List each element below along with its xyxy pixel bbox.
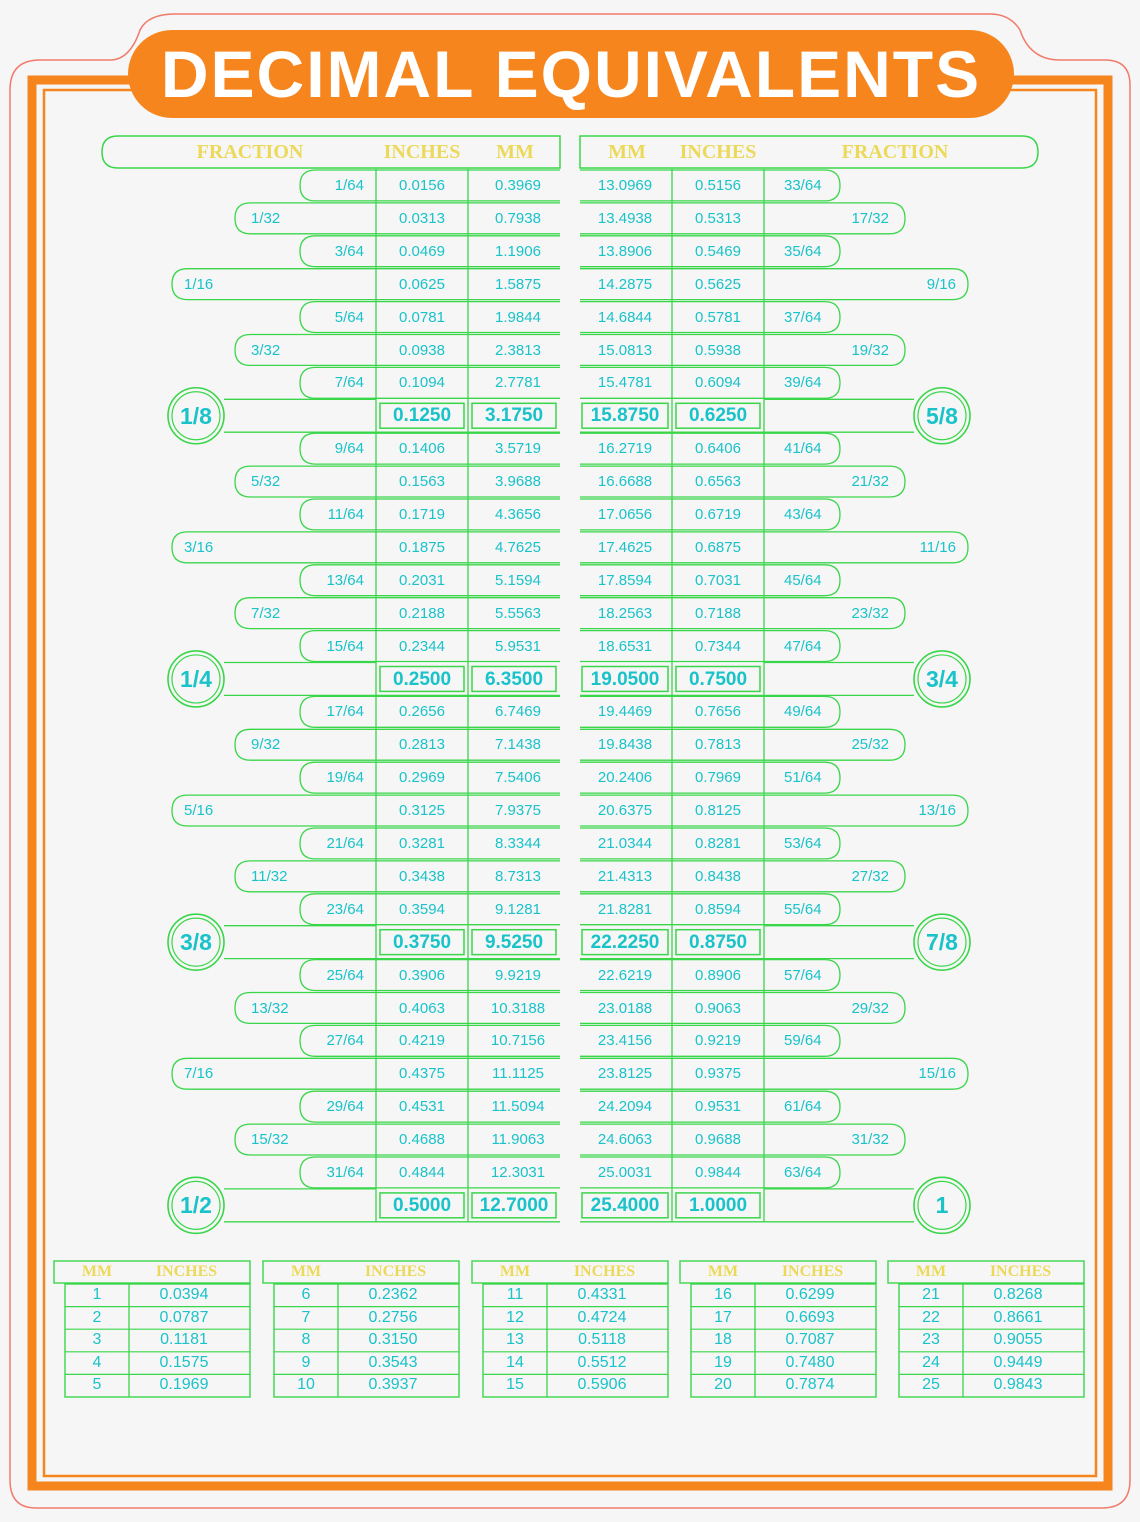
left-inches-value: 0.2500 [392, 668, 452, 690]
left-mm-value: 9.1281 [495, 900, 541, 918]
right-inches-value: 0.5313 [695, 209, 741, 227]
left-mm-value: 5.1594 [495, 571, 541, 589]
left-inches-value: 0.2031 [399, 571, 445, 589]
right-mm-value: 17.4625 [597, 538, 653, 556]
right-mm-value: 23.0188 [597, 999, 653, 1017]
mm-table-mm-value: 8 [301, 1331, 311, 1349]
mm-table-inches-value: 0.8268 [993, 1286, 1043, 1303]
left-inches-value: 0.3906 [399, 966, 445, 984]
fraction-right: 55/64 [784, 900, 822, 918]
mm-table-header-mm: MM [81, 1263, 113, 1280]
right-inches-value: 0.8125 [695, 802, 741, 820]
mm-table-inches-value: 0.9449 [993, 1353, 1043, 1371]
header-left-fraction: FRACTION [196, 141, 304, 163]
right-mm-value: 18.6531 [597, 637, 653, 655]
left-inches-value: 0.4844 [399, 1164, 445, 1181]
mm-table-mm-value: 10 [297, 1376, 315, 1394]
page-title: DECIMAL EQUIVALENTS [160, 37, 982, 111]
fraction-right: 43/64 [784, 506, 822, 523]
fraction-left: 3/16 [184, 538, 214, 556]
mm-table-inches-value: 0.0394 [159, 1286, 209, 1303]
fraction-left: 31/64 [326, 1164, 364, 1181]
left-mm-value: 8.7313 [495, 867, 541, 885]
fraction-right: 61/64 [784, 1098, 822, 1116]
right-inches-value: 0.9844 [695, 1164, 741, 1181]
left-mm-value: 12.3031 [490, 1164, 546, 1181]
mm-table-mm-value: 9 [301, 1353, 311, 1371]
fraction-left: 13/32 [251, 999, 289, 1017]
major-fraction-left: 1/8 [180, 402, 212, 429]
fraction-left: 9/32 [251, 736, 281, 754]
right-inches-value: 0.6406 [695, 440, 741, 458]
mm-table-header-inches: INCHES [364, 1263, 427, 1280]
fraction-left: 9/64 [334, 440, 364, 458]
header-left-inches: INCHES [383, 141, 461, 163]
mm-table-inches-value: 0.5906 [577, 1376, 627, 1394]
right-mm-value: 25.0031 [597, 1164, 653, 1181]
fraction-left: 21/64 [326, 835, 364, 852]
left-inches-value: 0.0313 [399, 209, 445, 227]
major-fraction-left: 3/8 [180, 929, 212, 956]
right-inches-value: 0.6250 [688, 405, 748, 427]
left-mm-value: 3.9688 [495, 473, 541, 491]
fraction-right: 17/32 [851, 209, 889, 227]
right-inches-value: 0.9219 [695, 1032, 741, 1050]
right-inches-value: 0.9375 [695, 1065, 741, 1083]
fraction-left: 5/64 [334, 308, 364, 326]
right-mm-value: 17.0656 [597, 506, 653, 523]
right-inches-value: 0.5938 [695, 341, 741, 359]
fraction-right: 35/64 [784, 242, 822, 260]
left-inches-value: 0.1563 [399, 473, 445, 491]
mm-table-inches-value: 0.3150 [368, 1331, 418, 1349]
right-mm-value: 16.6688 [597, 473, 653, 491]
mm-table-inches-value: 0.9843 [993, 1376, 1043, 1394]
mm-table-mm-value: 2 [92, 1308, 102, 1326]
left-inches-value: 0.2969 [399, 769, 445, 787]
mm-table-mm-value: 7 [301, 1308, 311, 1326]
fraction-right: 13/16 [918, 802, 956, 820]
left-inches-value: 0.1875 [399, 538, 445, 556]
right-mm-value: 16.2719 [597, 440, 653, 458]
mm-table-header-inches: INCHES [155, 1263, 218, 1280]
left-mm-value: 5.9531 [495, 637, 541, 655]
right-inches-value: 0.7031 [695, 571, 741, 589]
mm-table-inches-value: 0.2756 [368, 1308, 418, 1326]
left-inches-value: 0.2813 [399, 736, 445, 754]
mm-table-mm-value: 11 [506, 1286, 524, 1303]
right-inches-value: 0.7969 [695, 769, 741, 787]
fraction-left: 19/64 [326, 769, 364, 787]
fraction-right: 27/32 [851, 867, 889, 885]
left-mm-value: 3.5719 [495, 440, 541, 458]
left-mm-value: 9.5250 [484, 931, 544, 953]
fraction-right: 39/64 [784, 374, 822, 392]
mm-table-inches-value: 0.6299 [785, 1286, 835, 1303]
right-inches-value: 0.8750 [688, 931, 748, 953]
mm-table-mm-value: 17 [714, 1308, 732, 1326]
left-mm-value: 12.7000 [479, 1194, 549, 1216]
mm-table-mm-value: 23 [922, 1331, 940, 1349]
right-mm-value: 13.4938 [597, 209, 653, 227]
mm-table-inches-value: 0.9055 [993, 1331, 1043, 1349]
major-fraction-left: 1/4 [180, 665, 212, 692]
fraction-right: 9/16 [926, 275, 956, 293]
fraction-left: 1/16 [184, 275, 214, 293]
left-inches-value: 0.3750 [392, 931, 452, 953]
right-mm-value: 21.0344 [597, 835, 653, 852]
mm-table-inches-value: 0.6693 [785, 1308, 835, 1326]
left-mm-value: 1.1906 [495, 242, 541, 260]
right-mm-value: 17.8594 [597, 571, 653, 589]
right-mm-value: 24.2094 [597, 1098, 653, 1116]
left-inches-value: 0.3281 [399, 835, 445, 852]
mm-table-inches-value: 0.1181 [160, 1331, 208, 1349]
right-inches-value: 0.6719 [695, 506, 741, 523]
mm-table-inches-value: 0.7480 [785, 1353, 835, 1371]
right-inches-value: 0.7813 [695, 736, 741, 754]
right-mm-value: 13.8906 [597, 242, 653, 260]
header-right-inches: INCHES [679, 141, 757, 163]
fraction-left: 13/64 [326, 571, 364, 589]
right-mm-value: 22.6219 [597, 966, 653, 984]
right-inches-value: 0.5625 [695, 275, 741, 293]
fraction-left: 15/64 [326, 637, 364, 655]
right-mm-value: 19.8438 [597, 736, 653, 754]
mm-table-mm-value: 4 [92, 1353, 102, 1371]
fraction-right: 11/16 [919, 538, 956, 556]
mm-table-inches-value: 0.3543 [368, 1353, 418, 1371]
mm-table-mm-value: 20 [714, 1376, 732, 1394]
mm-table-mm-value: 6 [301, 1286, 311, 1303]
mm-table-inches-value: 0.3937 [368, 1376, 418, 1394]
mm-table-mm-value: 24 [922, 1353, 940, 1371]
left-mm-value: 11.5094 [491, 1098, 545, 1116]
left-mm-value: 6.7469 [495, 703, 541, 721]
header-right-mm: MM [608, 141, 646, 163]
mm-table-mm-value: 12 [506, 1308, 524, 1326]
fraction-left: 5/16 [184, 802, 214, 820]
left-inches-value: 0.1250 [392, 405, 452, 427]
right-mm-value: 23.8125 [597, 1065, 653, 1083]
mm-table-mm-value: 3 [92, 1331, 102, 1349]
fraction-left: 7/32 [251, 604, 281, 622]
right-mm-value: 21.8281 [597, 900, 653, 918]
right-inches-value: 0.5781 [695, 308, 741, 326]
mm-table-inches-value: 0.1969 [159, 1376, 209, 1394]
left-mm-value: 0.3969 [495, 177, 541, 194]
mm-table-mm-value: 19 [714, 1353, 732, 1371]
left-inches-value: 0.2188 [399, 604, 445, 622]
mm-table-header-mm: MM [915, 1263, 947, 1280]
left-mm-value: 0.7938 [495, 209, 541, 227]
left-mm-value: 7.1438 [495, 736, 541, 754]
right-mm-value: 23.4156 [597, 1032, 653, 1050]
fraction-right: 57/64 [784, 966, 822, 984]
fraction-right: 15/16 [918, 1065, 956, 1083]
right-inches-value: 0.8594 [695, 900, 741, 918]
fraction-right: 47/64 [784, 637, 822, 655]
right-inches-value: 0.9531 [695, 1098, 741, 1116]
right-mm-value: 15.4781 [597, 374, 653, 392]
fraction-right: 23/32 [851, 604, 889, 622]
mm-table-header-inches: INCHES [989, 1263, 1052, 1280]
right-mm-value: 25.4000 [590, 1194, 660, 1216]
left-inches-value: 0.0469 [399, 242, 445, 260]
left-mm-value: 6.3500 [484, 668, 544, 690]
mm-table-mm-value: 16 [714, 1286, 732, 1303]
left-mm-value: 2.3813 [495, 341, 541, 359]
right-inches-value: 0.6094 [695, 374, 741, 392]
major-fraction-right: 5/8 [926, 402, 958, 429]
left-mm-value: 4.7625 [495, 538, 541, 556]
mm-table-mm-value: 15 [506, 1376, 524, 1394]
right-mm-value: 14.2875 [597, 275, 653, 293]
mm-table-mm-value: 14 [506, 1353, 524, 1371]
fraction-left: 11/32 [251, 867, 288, 885]
fraction-left: 25/64 [326, 966, 364, 984]
mm-table-inches-value: 0.1575 [159, 1353, 209, 1371]
fraction-left: 3/64 [334, 242, 364, 260]
fraction-right: 29/32 [851, 999, 889, 1017]
mm-table-mm-value: 1 [92, 1286, 102, 1303]
left-inches-value: 0.3125 [399, 802, 445, 820]
right-mm-value: 24.6063 [597, 1131, 653, 1149]
mm-table-inches-value: 0.5118 [578, 1331, 626, 1349]
major-fraction-right: 7/8 [926, 929, 958, 956]
right-inches-value: 0.6563 [695, 473, 741, 491]
right-inches-value: 0.9063 [695, 999, 741, 1017]
fraction-right: 25/32 [851, 736, 889, 754]
mm-table-mm-value: 5 [92, 1376, 102, 1394]
mm-table-inches-value: 0.8661 [993, 1308, 1043, 1326]
major-fraction-right: 1 [935, 1192, 949, 1219]
left-inches-value: 0.2656 [399, 703, 445, 721]
left-inches-value: 0.4063 [399, 999, 445, 1017]
right-inches-value: 0.5469 [695, 242, 741, 260]
right-inches-value: 1.0000 [688, 1194, 748, 1216]
fraction-left: 29/64 [326, 1098, 364, 1116]
fraction-right: 31/32 [851, 1131, 889, 1149]
mm-table-inches-value: 0.4724 [577, 1308, 627, 1326]
left-inches-value: 0.1406 [399, 440, 445, 458]
right-mm-value: 13.0969 [597, 177, 653, 194]
fraction-left: 1/64 [334, 177, 364, 194]
fraction-left: 17/64 [326, 703, 364, 721]
right-mm-value: 22.2250 [590, 931, 660, 953]
fraction-left: 11/64 [327, 506, 364, 523]
mm-table-header-inches: INCHES [781, 1263, 844, 1280]
left-inches-value: 0.4219 [399, 1032, 445, 1050]
fraction-right: 45/64 [784, 571, 822, 589]
major-fraction-left: 1/2 [180, 1192, 212, 1219]
mm-table-inches-value: 0.5512 [577, 1353, 627, 1371]
mm-table-inches-value: 0.7087 [785, 1331, 835, 1349]
right-inches-value: 0.5156 [695, 177, 741, 194]
left-mm-value: 11.1125 [492, 1065, 544, 1083]
left-inches-value: 0.0781 [399, 308, 445, 326]
mm-table-inches-value: 0.4331 [577, 1286, 627, 1303]
left-mm-value: 3.1750 [484, 405, 544, 427]
right-inches-value: 0.8438 [695, 867, 741, 885]
mm-table-inches-value: 0.7874 [785, 1376, 835, 1394]
right-inches-value: 0.7344 [695, 637, 741, 655]
right-mm-value: 21.4313 [597, 867, 653, 885]
mm-table-mm-value: 18 [714, 1331, 732, 1349]
fraction-right: 19/32 [851, 341, 889, 359]
left-mm-value: 1.9844 [495, 308, 541, 326]
right-mm-value: 15.0813 [597, 341, 653, 359]
right-inches-value: 0.7188 [695, 604, 741, 622]
left-inches-value: 0.1094 [399, 374, 445, 392]
right-mm-value: 20.2406 [597, 769, 653, 787]
mm-table-header-mm: MM [290, 1263, 322, 1280]
right-mm-value: 14.6844 [597, 308, 653, 326]
left-mm-value: 8.3344 [495, 835, 541, 852]
mm-table-header-mm: MM [707, 1263, 739, 1280]
left-inches-value: 0.1719 [399, 506, 445, 523]
fraction-right: 37/64 [784, 308, 822, 326]
left-inches-value: 0.4375 [399, 1065, 445, 1083]
fraction-left: 27/64 [326, 1032, 364, 1050]
fraction-left: 15/32 [251, 1131, 289, 1149]
fraction-left: 5/32 [251, 473, 281, 491]
right-inches-value: 0.6875 [695, 538, 741, 556]
right-mm-value: 18.2563 [597, 604, 653, 622]
fraction-left: 1/32 [251, 209, 281, 227]
left-mm-value: 2.7781 [495, 374, 541, 392]
left-mm-value: 7.5406 [495, 769, 541, 787]
left-inches-value: 0.2344 [399, 637, 445, 655]
left-inches-value: 0.0156 [399, 177, 445, 194]
left-inches-value: 0.5000 [392, 1194, 452, 1216]
mm-table-mm-value: 21 [922, 1286, 940, 1303]
left-mm-value: 4.3656 [495, 506, 541, 523]
left-mm-value: 1.5875 [495, 275, 541, 293]
fraction-right: 53/64 [784, 835, 822, 852]
left-mm-value: 10.3188 [490, 999, 546, 1017]
right-mm-value: 19.4469 [597, 703, 653, 721]
fraction-left: 23/64 [326, 900, 364, 918]
mm-table-header-mm: MM [499, 1263, 531, 1280]
left-mm-value: 5.5563 [495, 604, 541, 622]
right-inches-value: 0.9688 [695, 1131, 741, 1149]
fraction-right: 63/64 [784, 1164, 822, 1181]
right-inches-value: 0.8281 [695, 835, 741, 852]
left-inches-value: 0.0625 [399, 275, 445, 293]
mm-table-mm-value: 13 [506, 1331, 524, 1349]
fraction-left: 7/16 [184, 1065, 214, 1083]
fraction-left: 7/64 [334, 374, 364, 392]
fraction-left: 3/32 [251, 341, 281, 359]
fraction-right: 33/64 [784, 177, 822, 194]
left-mm-value: 9.9219 [495, 966, 541, 984]
right-mm-value: 20.6375 [597, 802, 653, 820]
mm-table-inches-value: 0.2362 [368, 1286, 418, 1303]
major-fraction-right: 3/4 [926, 665, 958, 692]
left-mm-value: 11.9063 [491, 1131, 545, 1149]
mm-table-mm-value: 25 [922, 1376, 940, 1394]
left-mm-value: 7.9375 [495, 802, 541, 820]
right-mm-value: 19.0500 [590, 668, 660, 690]
mm-table-header-inches: INCHES [573, 1263, 636, 1280]
right-mm-value: 15.8750 [590, 405, 660, 427]
right-inches-value: 0.8906 [695, 966, 741, 984]
left-inches-value: 0.4531 [399, 1098, 445, 1116]
fraction-right: 51/64 [784, 769, 822, 787]
fraction-right: 21/32 [851, 473, 889, 491]
fraction-right: 41/64 [784, 440, 822, 458]
left-mm-value: 10.7156 [490, 1032, 546, 1050]
fraction-right: 59/64 [784, 1032, 822, 1050]
right-inches-value: 0.7656 [695, 703, 741, 721]
left-inches-value: 0.3438 [399, 867, 445, 885]
mm-table-mm-value: 22 [922, 1308, 940, 1326]
left-inches-value: 0.3594 [399, 900, 445, 918]
mm-table-inches-value: 0.0787 [159, 1308, 209, 1326]
left-inches-value: 0.0938 [399, 341, 445, 359]
right-inches-value: 0.7500 [688, 668, 748, 690]
left-inches-value: 0.4688 [399, 1131, 445, 1149]
fraction-right: 49/64 [784, 703, 822, 721]
header-left-mm: MM [496, 141, 534, 163]
header-right-fraction: FRACTION [841, 141, 949, 163]
